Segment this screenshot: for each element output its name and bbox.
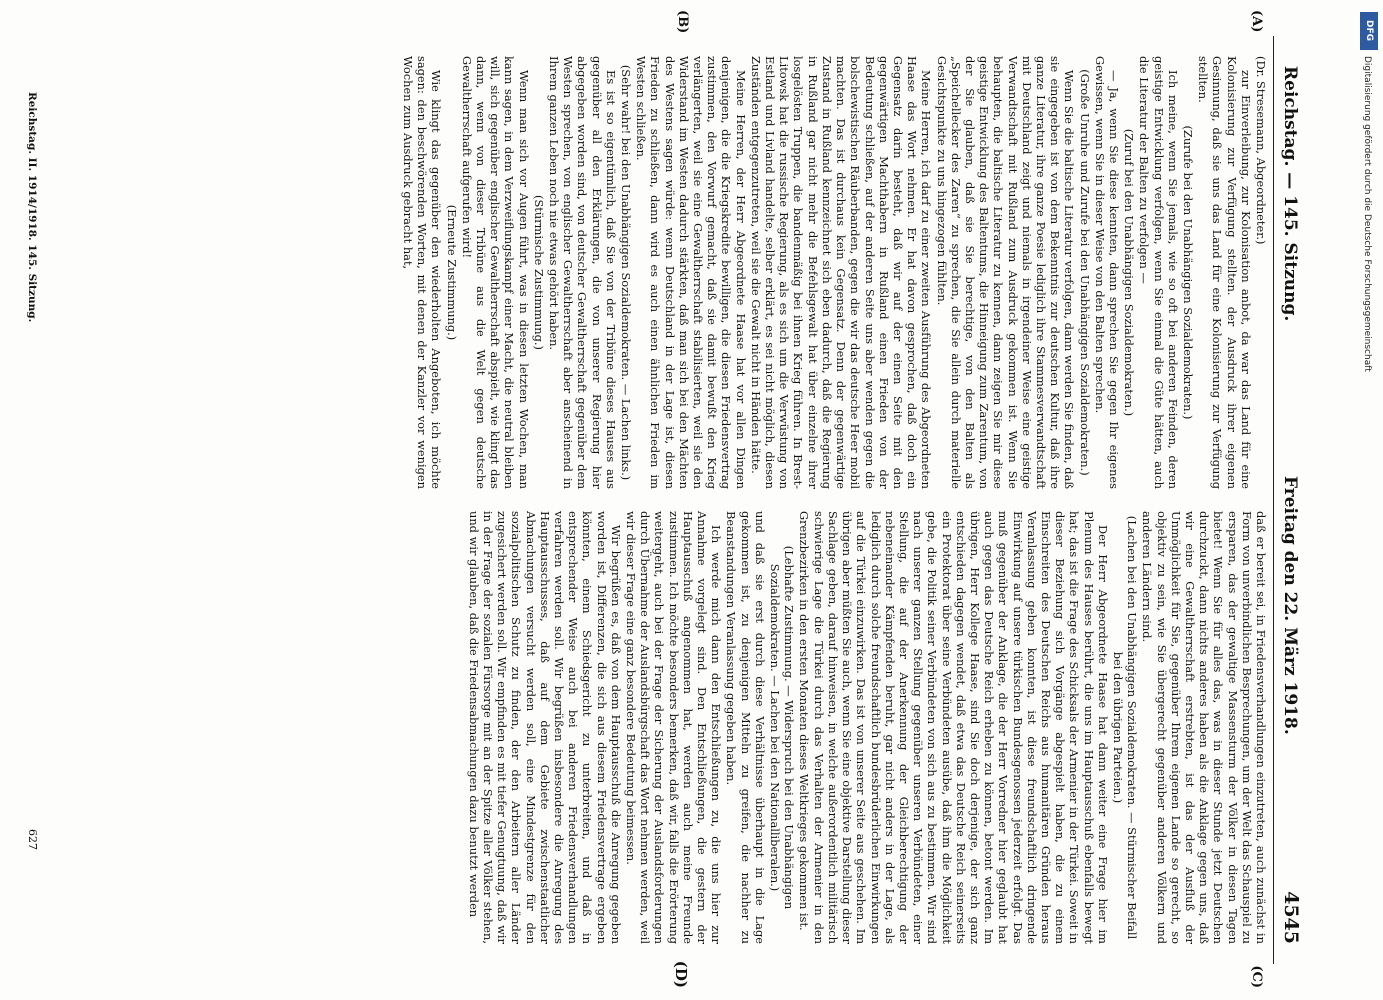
paragraph: Meine Herren, ich darf zu einer zweiten Ausführung des Abgeordneten Haase das Wort nehmen. Er hat davon gesprochen, daß doch ein Gegensatz darin besteht, daß wir auf der einen Seite mit den gegenwärtigen Machthabern in Rußland einen Frieden von der Bedeutung schließen, auf der anderen Seite uns aber wenden gegen die bolschewistischen Räuberbanden, gegen die wir das deutsche Heer mobil machten. Das ist durchaus kein Gegensatz. Denn der gegenwärtige Zustand in Rußland kennzeichnet sich eben dadurch, daß die Regierung in Rußland gar nicht mehr die Befehlsgewalt hat über einzelne ihrer losgelösten Truppen, die bandenmäßig bei ihnen Krieg führen. In Brest-Litowsk hat die russische Regierung, als es sich um die Verwüstung von Estland und Livland handelte, selber erklärt, es sei nicht möglich, diesen Zuständen entgegenzutreten, weil sie die Gewalt nicht in Händen hätte. (748, 56, 934, 489)
dfg-logo-icon: DFG (1360, 12, 1378, 50)
interjection: (Sehr wahr! bei den Unabhängigen Sozialdemokraten. — Lachen links.) (619, 64, 634, 481)
paragraph: daß er bereit sei, in Friedensverhandlungen einzutreten, auch zunächst in Form von unverbindlichen Besprechungen, um der Welt das Schauspiel zu ersparen, das der gewaltige Massensturm der Völker in diesen Tagen bietet! Wenn Sie für alles das, was in dieser Stunde jetzt Deutschen durchzuckt, dann nichts anderes haben als die Anklage gegen uns, daß wir eine Gewaltherrschaft erstrebten, ist das der Ausfluß der Unmöglichkeit für Sie, gegenüber Ihrem eigenen Lande so gerecht, so objektiv zu sein, wie Sie übergerecht gegenüber anderen Völkern und anderen Ländern sind. (1140, 511, 1268, 944)
interjection: (Erneute Zustimmung.) (444, 204, 459, 341)
paragraph: Ich werde mich dann den Entschließungen zu, die uns hier zur Annahme vorgelegt sind. Den Entschließungen, die gestern der Hauptausschuß angenommen hat, werden auch meine Freunde zustimmen. Ich möchte besonders bemerken, daß wir, falls die Erörterung weitergeht, auch bei der Frage der Sicherung der Auslandsforderungen durch Übernahme der Auslandsbürgschaft das Wort nehmen werden, weil wir dieser Frage eine ganz besondere Bedeutung beimessen. (624, 511, 724, 944)
speaker-line: (Dr. Stresemann, Abgeordneter.) (1254, 56, 1268, 245)
interjection: (Stürmische Zustimmung.) (531, 195, 546, 350)
paragraph: Der Herr Abgeordnete Haase hat dann weiter eine Frage hier im Plenum des Hauses berührt, die uns im Hauptausschuß ebenfalls bewegt hat; das ist die Frage des Schicksals der Armenier in der Türkei. Soweit in dieser Beziehung sich Vorgänge abgespielt haben, die zu einem Einschreiten des Deutschen Reichs aus humanitären Gründen heraus Veranlassung geben konnten, ist diese freundschaftlich dringende Einwirkung auf unsere türkischen Bundesgenossen jederzeit erfolgt. Das muß gegenüber der Anklage, die der Herr Vorredner hier geglaubt hat auch gegen das Deutsche Reich erheben zu können, betont werden. Im übrigen, Herr Kollege Haase, sind Sie doch derjenige, der sich ganz entschieden dagegen wendet, daß etwa das Deutsche Reich seinerseits ein Protektorat über seine Verbündeten ausübe, daß ihm die Möglichkeit gebe, die Politik seiner Verbündeten von sich aus zu bestimmen. Wir sind nach unserer ganzen Stellung gegenüber unseren Verbündeten, einer Stellung, die auf der Anerkennung der Gleichberechtigung der nebeneinander Kämpfenden beruht, gar nicht anders in der Lage, als lediglich durch solche freundschaftlich bundesbrüderlichen Einwirkungen auf die Türkei einzuwirken. Das ist von unserer Seite aus geschehen. Im übrigen aber müßten Sie auch, wenn Sie eine objektive Darstellung dieser Sachlage geben, darauf hinweisen, in welche außerordentlich militärisch schwierige Lage die Türkei durch das Verhalten der Armenier in den Grenzbezirken in den ersten Monaten dieses Weltkrieges gekommen ist. (797, 511, 1110, 944)
column-right (40, 511, 1268, 944)
paragraph: Wie klingt das gegenüber den wiederholten Angeboten, ich möchte sagen: den beschwörenden Worten, mit denen der Kanzler vor wenigen Wochen zum Ausdruck gebracht hat, (401, 56, 444, 489)
margin-marker-a: (A) (1249, 10, 1264, 33)
credit-text: Digitalisierung gefördert durch die Deutsche Forschungsgemeinschaft (1362, 56, 1372, 372)
paragraph: Wir begrüßen es, daß von dem Hauptausschuß die Anregung gegeben worden ist, Differenzen, die sich aus diesem Friedensvertrage ergeben könnten, einem Schiedsgericht zu unterbreiten, und daß in entsprechender Weise auch bei anderen Friedensverhandlungen verfahren werden soll. Wir begrüßen insbesondere die Anregung des Hauptausschusses, daß auf dem Gebiete zwischenstaatlicher Abmachungen versucht werden soll, eine Mindestgrenze für den sozialpolitischen Schutz zu finden, der den Arbeitern aller Länder zugesichert werden soll. Wir empfinden es mit tiefer Genugtuung, daß wir in der Frage der sozialen Fürsorge mit an der Spitze aller Völker stehen, und wir glauben, daß die Friedensabmachungen dazu benutzt werden (466, 511, 623, 944)
paragraph: Ich meine, wenn Sie jemals, wie so oft bei anderen Feinden, deren geistige Entwicklung verfolgen, wenn Sie einmal die Güte hätten, auch die Literatur der Balten zu verfolgen — (1137, 56, 1180, 489)
paragraph: — Ja, wenn Sie diese kennten, dann sprechen Sie gegen Ihr eigenes Gewissen, wenn Sie in dieser Weise von den Balten sprechen. (1092, 56, 1121, 489)
header-center: Freitag den 22. März 1918. (1280, 476, 1300, 735)
text-columns (40, 56, 1268, 944)
paragraph: Es ist so eigentümlich, daß Sie von der Tribüne dieses Hauses aus gegenüber all den Erklärungen, die von unserer Regierung hier abgegeben worden sind, von deutscher Gewaltherrschaft gegenüber dem Westen sprechen, von englischer Gewaltherrschaft aber anscheinend in Ihrem ganzen Leben noch nie etwas gehört haben. (547, 56, 618, 489)
paragraph: Meine Herren, der Herr Abgeordnete Haase hat vor allen Dingen denjenigen, die die Kriegskredite bewilligen, die diesen Friedensvertrag zustimmen, den Vorwurf gemacht, daß sie damit bewußt den Krieg verlängerten, weil sie eine Gewaltherrschaft stabilisierten, weil sie den Widerstand im Westen dadurch stärkten, daß man sich bei den Mächten des Westens sagen würde: wenn Deutschland in der Lage ist, diesen Frieden zu schließen, dann wird es auch einen ähnlichen Frieden im Westen schließen. (634, 56, 748, 489)
paragraph: und daß sie erst durch diese Verhältnisse überhaupt in die Lage gekommen ist, zu denjenigen Mitteln zu greifen, die nachher zu Beanstandungen Veranlassung gegeben haben. (724, 511, 767, 944)
column-left (40, 56, 1268, 489)
paragraph: zur Einverleibung, zur Kolonisation anbot, da war das Land für eine Kolonisierung zur Verfügung stellten. der Ausdruck ihrer eigenen Gesinnung, daß sie uns das Land für eine Kolonisierung zur Verfügung stellten. (1196, 56, 1253, 489)
interjection: (Zurufe bei den Unabhängigen Sozialdemokraten.) (1180, 125, 1195, 420)
interjection: (Lebhafte Zustimmung. — Widerspruch bei den Unabhängigen Sozialdemokraten. — Lachen bei den Nationalliberalen.) (768, 545, 797, 910)
margin-marker-c: (C) (1249, 965, 1264, 988)
interjection: (Zuruf bei den Unabhängigen Sozialdemokraten.) (1122, 128, 1137, 417)
page-number: 4545 (1280, 891, 1302, 944)
margin-marker-d: (D) (672, 960, 690, 988)
paragraph: Wenn Sie die baltische Literatur verfolgen, dann werden Sie finden, daß sie eingegeben ist von dem Bekenntnis zur deutschen Kultur, daß ihre ganze Literatur, ihre ganze Poesie lediglich ihre Stammesverwandtschaft mit Deutschland zeigt und niemals in irgendeiner Weise eine geistige Verwandtschaft mit Rußland zum Ausdruck gekommen ist. Wenn Sie behaupten, die baltische Literatur zu kennen, dann zeigen Sie mir diese geistige Entwicklung des Baltentums, die Hinneigung zum Zarentum, von der Sie glauben, daß sie Sie berechtige, von den Balten als „Speichellecker des Zaren“ zu sprechen, die Sie allein durch materielle Gesichtspunkte zu uns hingezogen fühlten. (934, 56, 1077, 489)
paragraph: Wenn man sich vor Augen führt, was in diesen letzten Wochen, man kann sagen, in dem Verzweiflungskampf einer Macht, die neutral bleiben will, sich gegenüber englischer Gewaltherrschaft abspielt, wie klingt das dann, wenn von dieser Tribüne aus die Welt gegen deutsche Gewaltherrschaft aufgerufen wird! (459, 56, 531, 489)
footer-page-number: 627 (26, 829, 39, 850)
digitization-credit (1360, 12, 1382, 992)
header-left: Reichstag. — 145. Sitzung. (1280, 66, 1300, 322)
interjection: (Lachen bei den Unabhängigen Sozialdemokraten. — Stürmischer Beifall bei den übrigen Parteien.) (1110, 515, 1140, 940)
page-header (1273, 36, 1308, 964)
margin-marker-b: (B) (675, 10, 690, 34)
interjection: (Große Unruhe und Zurufe bei den Unabhängigen Sozialdemokraten.) (1077, 69, 1092, 476)
footer-left: Reichstag. II. 1914/1918. 145. Sitzung. (26, 92, 38, 323)
